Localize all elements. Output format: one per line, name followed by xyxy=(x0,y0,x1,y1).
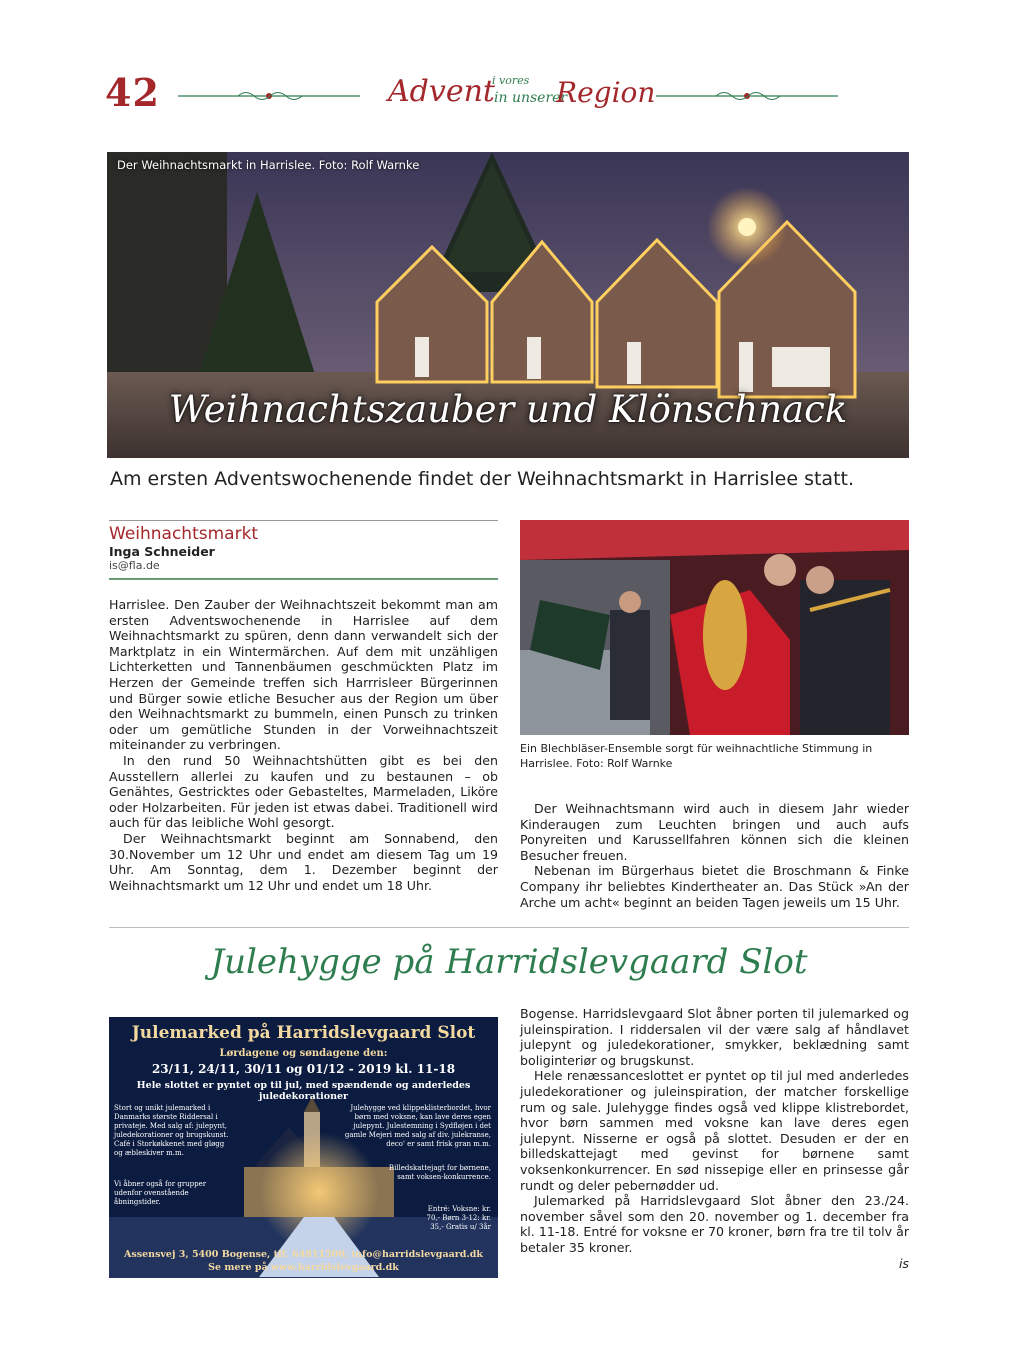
masthead-advent: Advent xyxy=(388,74,495,109)
masthead-german: in unserer xyxy=(494,90,568,106)
author-signoff: is xyxy=(898,1255,909,1271)
hero-caption: Der Weihnachtsmarkt in Harrislee. Foto: Rolf Warnke xyxy=(117,158,420,172)
ad-left-text-2: Vi åbner også for grupper udenfor ovenstående åbningstider. xyxy=(114,1180,207,1206)
hero-headline: Weihnachtszauber und Klönschnack xyxy=(168,388,848,431)
hero-photo xyxy=(107,152,909,458)
masthead-logo xyxy=(380,70,656,120)
masthead-region: Region xyxy=(556,76,656,109)
brass-ensemble-illustration xyxy=(520,520,909,735)
article2-column xyxy=(520,1006,909,1271)
author-email[interactable]: is@fla.de xyxy=(109,559,160,572)
ad-right-text-2: Billedskattejagt for børnene, samt voksen-konkurrence. xyxy=(388,1164,491,1181)
page-number: 42 xyxy=(105,70,160,115)
article1-paragraph: In den rund 50 Weihnachtshütten gibt es bei den Ausstellern allerlei zu kaufen und zu bestaunen – ob Genähtes, Gestricktes oder Gebasteltes, Marmeladen, Liköre oder Holzarbeiten. Für jeden ist etwas dabei. Traditionell wird auch für das leibliche Wohl gesorgt. xyxy=(109,752,498,831)
author-name: Inga Schneider xyxy=(109,544,215,559)
ad-website[interactable]: Se mere på www.harridslevgaard.dk xyxy=(208,1262,399,1273)
section-label: Weihnachtsmarkt xyxy=(109,524,259,544)
article-lead: Am ersten Adventswochenende findet der Weihnachtsmarkt in Harrislee statt. xyxy=(110,468,855,490)
article1-paragraph: Der Weihnachtsmarkt beginnt am Sonnabend, den 30.November um 12 Uhr und endet am diesem Tag um 19 Uhr. Am Sonntag, dem 1. Dezember beginnt der Weihnachtsmarkt um 12 Uhr und endet um 18 Uhr. xyxy=(109,830,498,893)
article1-paragraph: Harrislee. Den Zauber der Weihnachtszeit bekommt man am ersten Adventswochenende in Harrislee auf dem Weihnachtsmarkt zu spüren, denn dann verwandelt sich der Marktplatz in ein Wintermärchen. Auf dem mit unzähligen Lichterketten und Tannenbäumen geschmückten Platz im Herzen der Gemeinde treffen sich Harrrisleer Bürgerinnen und Bürger sowie etliche Besucher aus der Region um über den Weihnachtsmarkt zu bummeln, einen Punsch zu trinken oder um gemütliche Stunden in der Vorweihnachtszeit miteinander zu verbringen. xyxy=(109,597,498,753)
ad-left-text: Stort og unikt julemarked i Danmarks største Riddersal i privateje. Med salg af: julepynt, juledekorationer og brugskunst. Café i Storkøkkenet med gløgg og æbleskiver m.m. xyxy=(114,1104,229,1157)
article1-column1 xyxy=(109,597,498,893)
ad-dates: 23/11, 24/11, 30/11 og 01/12 - 2019 kl. 11-18 xyxy=(151,1062,456,1076)
left-ornament-divider xyxy=(178,89,360,103)
ad-subtitle: Lørdagene og søndagene den: xyxy=(219,1048,388,1059)
section-divider xyxy=(109,927,909,928)
article2-paragraph: Julemarked på Harridslevgaard Slot åbner den 23./24. november såvel som den 20. november og 1. december fra kl. 11-18. Entré for voksne er 70 kroner, børn fra tre til tolv år betaler 35 kroner. xyxy=(520,1193,909,1255)
ad-address: Assensvej 3, 5400 Bogense, tlf. 64811500, info@harridslevgaard.dk xyxy=(124,1249,483,1260)
ad-tagline: Hele slottet er pyntet op til jul, med spændende og anderledes juledekorationer xyxy=(136,1080,471,1102)
ad-title: Julemarked på Harridslevgaard Slot xyxy=(131,1023,476,1043)
julemarked-advertisement xyxy=(109,1017,498,1278)
ad-right-text: Julehygge ved klippeklisterbordet, hvor børn med voksne, kan lave deres egen julepynt. Julestemning i Sydfløjen i det gamle Mejeri med salg af div. julekranse, deco' er samt frisk gran m.m. xyxy=(344,1104,491,1148)
article1-paragraph: Der Weihnachtsmann wird auch in diesem Jahr wieder Kinderaugen zum Leuchten bringen und auch aufs Ponyreiten und Karussellfahren können sich die kleinen Besucher freuen. xyxy=(520,801,909,863)
article2-paragraph: Hele renæssanceslottet er pyntet op til jul med anderledes juledekorationer og juleinspiration, der matcher forskellige rum og sale. Julehygge findes også ved klippe klistrebordet, hvor børn sammen med voksne kan lave deres egen julepynt. Nisserne er også på slottet. Desuden er der en billedskattejagt med gevinst for børnene samt voksenkonkurrencer. En sød nissepige eller en prinsesse går rundt og deler pebernødder ud. xyxy=(520,1068,909,1193)
right-ornament-divider xyxy=(656,89,838,103)
masthead-danish: i vores xyxy=(492,74,530,87)
brass-ensemble-photo xyxy=(520,520,909,735)
article1-paragraph: Nebenan im Bürgerhaus bietet die Broschmann & Finke Company ihr beliebtes Kindertheater an. Das Stück »An der Arche um acht« beginnt an beiden Tagen jeweils um 15 Uhr. xyxy=(520,863,909,910)
brass-photo-caption: Ein Blechbläser-Ensemble sorgt für weihnachtliche Stimmung in Harrislee. Foto: Rolf Warnke xyxy=(520,742,873,770)
article2-headline: Julehygge på Harridslevgaard Slot xyxy=(210,942,808,982)
article1-column2 xyxy=(520,801,909,910)
article2-paragraph: Bogense. Harridslevgaard Slot åbner porten til julemarked og juleinspiration. I riddersalen vil der være salg af håndlavet julepynt og juledekorationer, smykker, beklædning samt boliginteriør og brugskunst. xyxy=(520,1006,909,1068)
byline-box xyxy=(109,520,498,580)
ad-prices: Entré: Voksne: kr. 70,- Børn 3-12: kr. 35,- Gratis u/ 3år xyxy=(426,1205,491,1231)
